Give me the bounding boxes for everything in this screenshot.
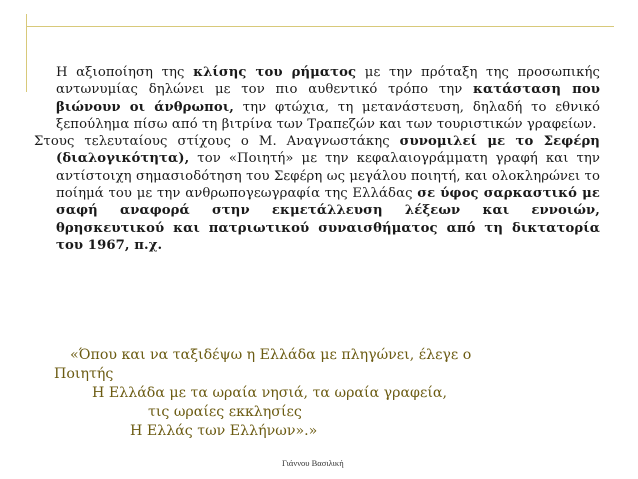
para1-run: Η αξιοποίηση της [56, 65, 194, 80]
para2-run-bold: συνομιλεί με το Σεφέρη (διαλογικότητα), [56, 134, 600, 167]
decorative-horizontal-line [26, 26, 614, 27]
poem-line-2: Ποιητής [54, 366, 114, 382]
poem-line-4: τις ωραίες εκκλησίες [148, 404, 302, 420]
poem-line-1: «Όπου και να ταξιδέψω η Ελλάδα με πληγώνει, έλεγε ο [70, 347, 472, 363]
poem-quote [48, 346, 471, 441]
para1-run-bold: κλίσης του ρήματος [193, 65, 357, 80]
para1-run: την φτώχια, τη μετανάστευση, δηλαδή το εθνικό ξεπούλημα πίσω από τη βιτρίνα των Τραπεζών και των τουριστικών γραφείων. [56, 99, 600, 132]
para2-run-bold: σε ύφος σαρκαστικό με σαφή αναφορά στην εκμετάλλευση λέξεων και εννοιών, θρησκευτικού και πατριωτικού συναισθήματος από τη δικτατορία του 1967, π.χ. [56, 186, 601, 253]
poem-line-5: Η Ελλάς των Ελλήνων».» [130, 423, 318, 439]
para1-run: με την πρόταξη της προσωπικής αντωνυμίας δηλώνει με τον πιο αυθεντικό τρόπο την [56, 65, 600, 98]
poem-line-3: Η Ελλάδα με τα ωραία νησιά, τα ωραία γραφεία, [92, 385, 447, 401]
para2-run: Στους τελευταίους στίχους ο Μ. Αναγνωστάκης [34, 134, 400, 150]
paragraph-2 [34, 133, 600, 254]
paragraph-1 [34, 64, 600, 133]
slide-body [34, 64, 600, 254]
para1-run-bold: κατάσταση που βιώνουν οι άνθρωποι, [56, 82, 600, 115]
footer-author: Γιάννου Βασιλική [282, 458, 344, 468]
para2-run: τον «Ποιητή» με την κεφαλαιογράμματη γραφή και την αντίστοιχη σημασιοδότηση του Σεφέρη ως μεγάλου ποιητή, και ολοκληρώνει το ποίημά του με την ανθρωπογεωγραφία της Ελλάδας [56, 151, 600, 202]
